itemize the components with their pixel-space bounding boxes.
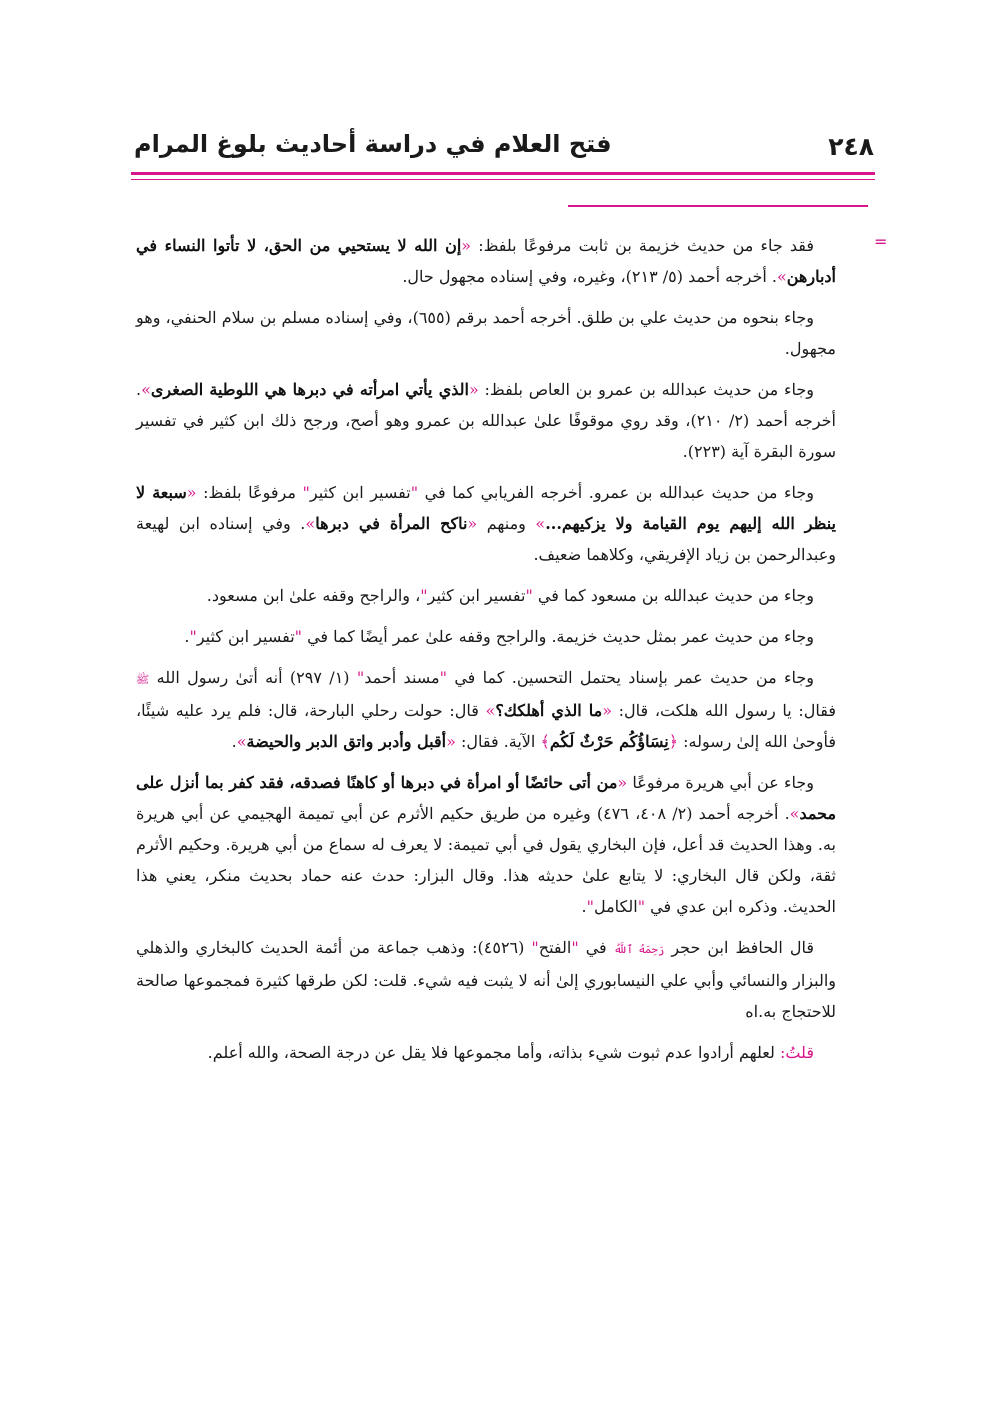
mark-open: "	[571, 938, 579, 957]
text: (١/ ٢٩٧) أنه أتىٰ رسول الله	[149, 668, 357, 687]
mark-open: "	[410, 483, 419, 502]
text: وجاء بنحوه من حديث علي بن طلق. أخرجه أحمد برقم (٦٥٥)، وفي إسناده مسلم بن سلام الحنفي، وهو مجهول.	[136, 308, 836, 358]
salawat-glyph: ﷺ	[136, 673, 150, 686]
quote-open: «	[617, 773, 628, 792]
mark-close: "	[420, 586, 428, 605]
rahimahullah-glyph: رَحِمَهُ ٱللَّهُ	[613, 943, 665, 956]
paragraph-abu-hurayrah	[136, 767, 836, 922]
hadith-text: الذي يأتي امرأته في دبرها هي اللوطية الصغرى	[150, 380, 469, 399]
hadith-text: من أتى حائضًا أو امرأة في دبرها أو كاهنًا فصدقه، فقد كفر بما أنزل على محمد	[136, 773, 837, 823]
quote-close: »	[236, 732, 247, 751]
text: فقد جاء من حديث خزيمة بن ثابت مرفوعًا بلفظ:	[471, 236, 815, 255]
text: . أخرجه أحمد (٥/ ٢١٣)، وغيره، وفي إسناده مجهول حال.	[402, 267, 777, 286]
text: قال: حولت رحلي البارحة، قال: فلم يرد عليه شيئًا، فأوحىٰ الله إلىٰ رسوله:	[136, 701, 836, 751]
text: . أخرجه أحمد (٢/ ٤٠٨، ٤٧٦) وغيره من طريق حكيم الأثرم عن أبي تميمة الهجيمي عن أبي هريرة به. وهذا الحديث قد أعل، فإن البخاري يقول في أبي تميمة: لا يعرف له سماع من أبي هريرة. وحكيم الأثرم ثقة، ولكن قال البخاري: لا يتابع علىٰ حديثه هذا. وقال البزار: حدث عنه حماد بحديث منكر، يعني هذا الحديث. وذكره ابن عدي في	[136, 804, 836, 916]
text: وجاء من حديث عبدالله بن مسعود كما في	[532, 586, 814, 605]
mark-close: "	[531, 938, 539, 957]
text: الآية. فقال:	[455, 732, 541, 751]
quote-open: «	[468, 380, 479, 399]
hadith-text: سبعة لا ينظر الله إليهم يوم القيامة ولا يزكيهم...	[136, 483, 837, 533]
mark-close: "	[586, 897, 594, 916]
text: وجاء عن أبي هريرة مرفوعًا	[627, 773, 814, 792]
quote-close: »	[789, 804, 800, 823]
text: لعلهم أرادوا عدم ثبوت شيء بذاته، وأما مجموعها فلا يقل عن درجة الصحة، والله أعلم.	[207, 1043, 780, 1062]
book-title: فتح العلام في دراسة أحاديث بلوغ المرام	[134, 130, 612, 158]
paragraph-umar-1	[136, 621, 836, 652]
text: مرفوعًا بلفظ:	[196, 483, 303, 502]
text: وجاء من حديث عبدالله بن عمرو. أخرجه الفريابي كما في	[418, 483, 815, 502]
footnote-separator	[568, 205, 868, 207]
continuation-mark: =	[874, 232, 888, 251]
source-title: مسند أحمد	[364, 668, 440, 687]
ayah-close: ﴾	[540, 732, 550, 751]
author-comment-label: قلتُ:	[779, 1043, 814, 1062]
hadith-text: ما الذي أهلكك؟	[495, 701, 603, 720]
mark-open: "	[637, 897, 646, 916]
page-header	[134, 118, 874, 168]
text: .	[581, 897, 587, 916]
text: في	[578, 938, 614, 957]
source-title: تفسير ابن كثير	[196, 627, 295, 646]
paragraph-umar-2	[136, 662, 836, 757]
text: قال الحافظ ابن حجر	[664, 938, 815, 957]
text: وجاء من حديث عمر بإسناد يحتمل التحسين. كما في	[447, 668, 815, 687]
paragraph-abdullah-bin-amr-2	[136, 477, 836, 570]
mark-close: "	[356, 668, 365, 687]
text: .	[184, 627, 190, 646]
text: ، والراجح وقفه علىٰ ابن مسعود.	[206, 586, 421, 605]
text: وجاء من حديث عمر بمثل حديث خزيمة. والراجح وقفه علىٰ عمر أيضًا كما في	[302, 627, 814, 646]
mark-open: "	[525, 586, 533, 605]
quote-close: »	[535, 514, 546, 533]
source-title: تفسير ابن كثير	[309, 483, 411, 502]
header-rule-thick	[131, 172, 875, 175]
quote-open: «	[461, 236, 472, 255]
paragraph-abdullah-bin-amr-1	[136, 374, 836, 467]
mark-close: "	[189, 627, 197, 646]
text: .	[231, 732, 237, 751]
mark-close: "	[302, 483, 310, 502]
source-title: الفتح	[538, 938, 572, 957]
page-number: ٢٤٨	[828, 132, 874, 161]
hadith-text: أقبل وأدبر واتق الدبر والحيضة	[246, 732, 447, 751]
mark-open: "	[439, 668, 447, 687]
paragraph-khuzaymah	[136, 230, 836, 292]
text: . أخرجه أحمد (٢/ ٢١٠)، وقد روي موقوفًا علىٰ عبدالله بن عمرو وهو أصح، ورجح ذلك ابن كثير في تفسير سورة البقرة آية (٢٢٣).	[136, 380, 836, 461]
text: وجاء من حديث عبدالله بن عمرو بن العاص بلفظ:	[478, 380, 815, 399]
ayah-open: ﴿	[668, 732, 679, 751]
mark-open: "	[294, 627, 302, 646]
hadith-text: ناكح المرأة في دبرها	[315, 514, 468, 533]
hadith-text: إن الله لا يستحيي من الحق، لا تأتوا النساء في أدبارهن	[136, 236, 836, 286]
source-title: الكامل	[593, 897, 638, 916]
quote-open: «	[467, 514, 478, 533]
quote-open: «	[446, 732, 456, 751]
quote-close: »	[305, 514, 316, 533]
paragraph-ibn-hajar	[136, 932, 836, 1027]
source-title: تفسير ابن كثير	[427, 586, 526, 605]
paragraph-ibn-masud	[136, 580, 836, 611]
paragraph-conclusion	[136, 1037, 836, 1068]
ayah-text: نِسَاؤُكُم حَرْثٌ لَكُم	[549, 732, 669, 751]
paragraph-ali-bin-talq	[136, 302, 836, 364]
text: فقال: يا رسول الله هلكت، قال:	[612, 701, 836, 720]
header-rule-thin	[131, 179, 875, 180]
quote-open: «	[186, 483, 197, 502]
footnote-body	[136, 230, 836, 1078]
quote-open: «	[602, 701, 613, 720]
quote-close: »	[776, 267, 787, 286]
quote-close: »	[485, 701, 496, 720]
text: (٤٥٢٦): وذهب جماعة من أئمة الحديث كالبخاري والذهلي والبزار والنسائي وأبي علي النيسابوري إلىٰ أنه لا يثبت فيه شيء. قلت: لكن طرقها كثيرة فمجموعها صالحة للاحتجاج به.اه	[136, 938, 836, 1021]
text: ومنهم	[477, 514, 536, 533]
quote-close: »	[141, 380, 151, 399]
text: . وفي إسناده ابن لهيعة وعبدالرحمن بن زياد الإفريقي، وكلاهما ضعيف.	[136, 514, 836, 564]
